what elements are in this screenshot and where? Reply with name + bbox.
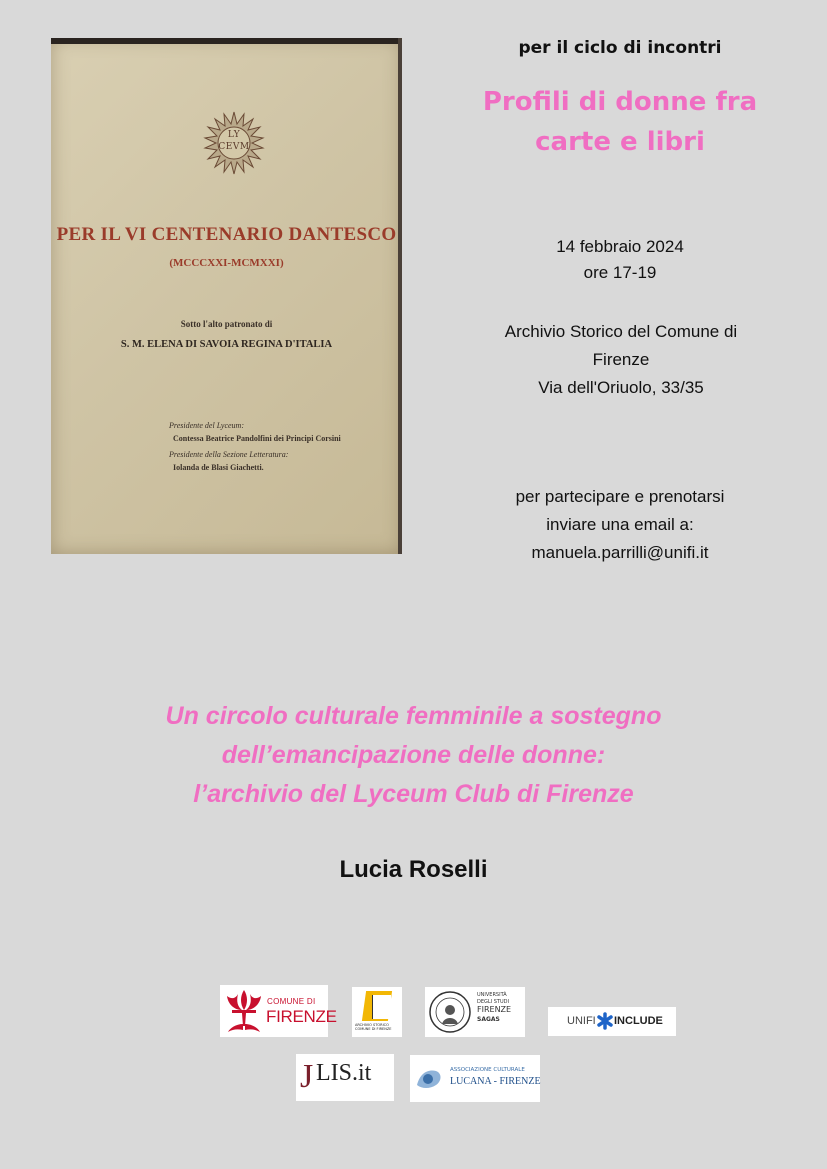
registration-line-1: per partecipare e prenotarsi bbox=[515, 487, 725, 506]
series-intro: per il ciclo di incontri bbox=[518, 38, 722, 58]
archivio-logo-text: ARCHIVIO STORICO COMUNE DI FIRENZE bbox=[355, 1023, 392, 1031]
lucana-line-2: LUCANA - FIRENZE bbox=[450, 1076, 541, 1087]
venue-line-1: Archivio Storico del Comune di bbox=[504, 322, 738, 341]
firenze-logo-big: FIRENZE bbox=[266, 1007, 337, 1026]
lucana-emblem-icon bbox=[414, 1065, 444, 1093]
cover-years: (MCCCXXI-MCMXXI) bbox=[169, 257, 284, 269]
lyceum-emblem-bottom: CEVM bbox=[218, 142, 250, 152]
speaker-name: Lucia Roselli bbox=[339, 856, 488, 883]
include-logo-unifi: UNIFI bbox=[567, 1015, 596, 1027]
venue-line-2: Firenze bbox=[592, 350, 650, 369]
university-seal-icon bbox=[428, 990, 472, 1034]
registration-line-2: inviare una email a: bbox=[546, 515, 694, 534]
cover-section-name: Iolanda de Blasi Giachetti. bbox=[173, 463, 264, 472]
series-title-line-1: Profili di donne fra bbox=[482, 87, 758, 117]
book-cover-photo bbox=[51, 38, 402, 554]
talk-title-line-2: dell’emancipazione delle donne: bbox=[221, 741, 606, 769]
lyceum-emblem-top: LY bbox=[227, 130, 241, 140]
event-datetime bbox=[440, 234, 800, 286]
cover-queen: S. M. ELENA DI SAVOIA REGINA D'ITALIA bbox=[120, 339, 333, 350]
talk-title-line-3: l’archivio del Lyceum Club di Firenze bbox=[193, 780, 634, 808]
venue-line-3: Via dell'Oriuolo, 33/35 bbox=[538, 378, 704, 397]
include-logo-include: INCLUDE bbox=[614, 1015, 663, 1027]
cover-patronage: Sotto l'alto patronato di bbox=[180, 319, 273, 329]
unifi-line-3: FIRENZE bbox=[477, 1005, 512, 1014]
series-title bbox=[440, 82, 800, 162]
jlis-logo-rest: LIS.it bbox=[316, 1060, 372, 1086]
lyceum-emblem-text bbox=[209, 129, 259, 153]
registration-email[interactable]: manuela.parrilli@unifi.it bbox=[531, 543, 709, 562]
universita-firenze-sagas-logo bbox=[425, 987, 525, 1037]
talk-title-line-1: Un circolo culturale femminile a sostegno bbox=[165, 702, 662, 730]
unifi-line-1: UNIVERSITÀ bbox=[477, 992, 507, 998]
talk-title bbox=[40, 697, 787, 814]
comune-di-firenze-logo bbox=[220, 985, 337, 1037]
firenze-logo-small: COMUNE DI bbox=[267, 997, 316, 1006]
cover-president-label: Presidente del Lyceum: bbox=[169, 421, 244, 430]
jlis-logo-j: J bbox=[300, 1058, 314, 1095]
series-title-line-2: carte e libri bbox=[535, 127, 705, 157]
cover-right-edge bbox=[398, 38, 402, 554]
unifi-line-2: DEGLI STUDI bbox=[477, 999, 509, 1005]
lucana-line-1: ASSOCIAZIONE CULTURALE bbox=[450, 1067, 525, 1073]
archivio-storico-logo bbox=[352, 987, 402, 1037]
cover-title: PER IL VI CENTENARIO DANTESCO bbox=[56, 224, 397, 245]
jlis-logo bbox=[296, 1054, 394, 1101]
archivio-white-page bbox=[372, 995, 391, 1019]
cover-section-label: Presidente della Sezione Letteratura: bbox=[169, 450, 289, 459]
cover-president-name: Contessa Beatrice Pandolfini dei Principi Corsini bbox=[173, 434, 341, 443]
registration-info bbox=[440, 483, 800, 567]
venue-address bbox=[440, 318, 802, 402]
cover-top-edge bbox=[51, 38, 402, 44]
unifi-line-4: SAGAS bbox=[477, 1016, 500, 1023]
unifi-include-logo bbox=[548, 1007, 676, 1036]
florentine-lily-icon bbox=[224, 988, 264, 1034]
event-time: ore 17-19 bbox=[583, 263, 657, 282]
associazione-lucana-logo bbox=[410, 1055, 540, 1102]
event-date: 14 febbraio 2024 bbox=[556, 237, 684, 256]
asterisk-icon bbox=[596, 1012, 614, 1030]
